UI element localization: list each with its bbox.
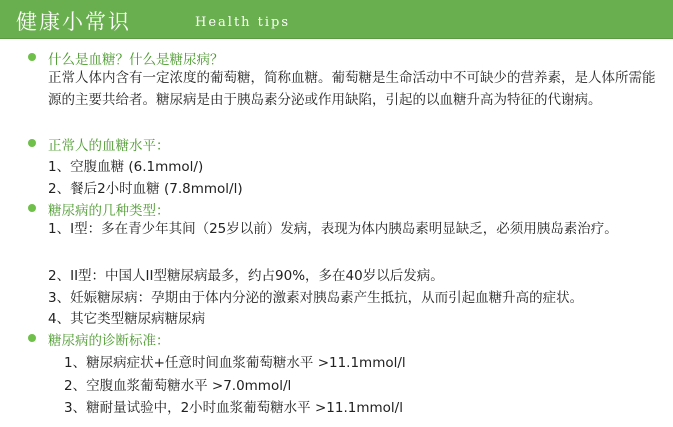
section-heading-text: 糖尿病的几种类型： (48, 203, 170, 219)
section-heading-text: 什么是血糖？什么是糖尿病？ (48, 52, 224, 68)
list-item: 4、其它类型糖尿病糖尿病 (48, 311, 206, 327)
banner-title-cn: 健康小常识 (16, 10, 131, 34)
list-item: 2、空腹血浆葡萄糖水平 >7.0mmol/l (64, 378, 292, 394)
banner-title-en: Health tips (195, 15, 291, 30)
list-item: 3、妊娠糖尿病：孕期由于体内分泌的激素对胰岛素产生抵抗，从而引起血糖升高的症状。 (48, 290, 584, 306)
section-heading-text: 糖尿病的诊断标准： (48, 333, 170, 349)
section-body: 正常人体内含有一定浓度的葡萄糖，简称血糖。葡萄糖是生命活动中不可缺少的营养素，是人体所需能源的主要共给者。糖尿病是由于胰岛素分泌或作用缺陷，引起的以血糖升高为特征的代谢病。 (48, 70, 656, 108)
list-item: 1、空腹血糖 (6.1mmol/) (48, 159, 204, 175)
section-heading-text: 正常人的血糖水平： (48, 138, 170, 154)
bullet-icon (28, 204, 36, 212)
header-banner (0, 0, 673, 39)
list-item: 2、II型：中国人II型糖尿病最多，约占90%，多在40岁以后发病。 (48, 268, 444, 284)
list-item: 3、糖耐量试验中，2小时血浆葡萄糖水平 >11.1mmol/l (64, 400, 403, 416)
list-item: 1、I型：多在青少年其间（25岁以前）发病，表现为体内胰岛素明显缺乏，必须用胰岛素治疗。 (48, 221, 618, 237)
bullet-icon (28, 53, 36, 61)
bullet-icon (28, 334, 36, 342)
list-item: 2、餐后2小时血糖 (7.8mmol/l) (48, 181, 243, 197)
list-item: 1、糖尿病症状+任意时间血浆葡萄糖水平 >11.1mmol/l (64, 355, 406, 371)
bullet-icon (28, 139, 36, 147)
